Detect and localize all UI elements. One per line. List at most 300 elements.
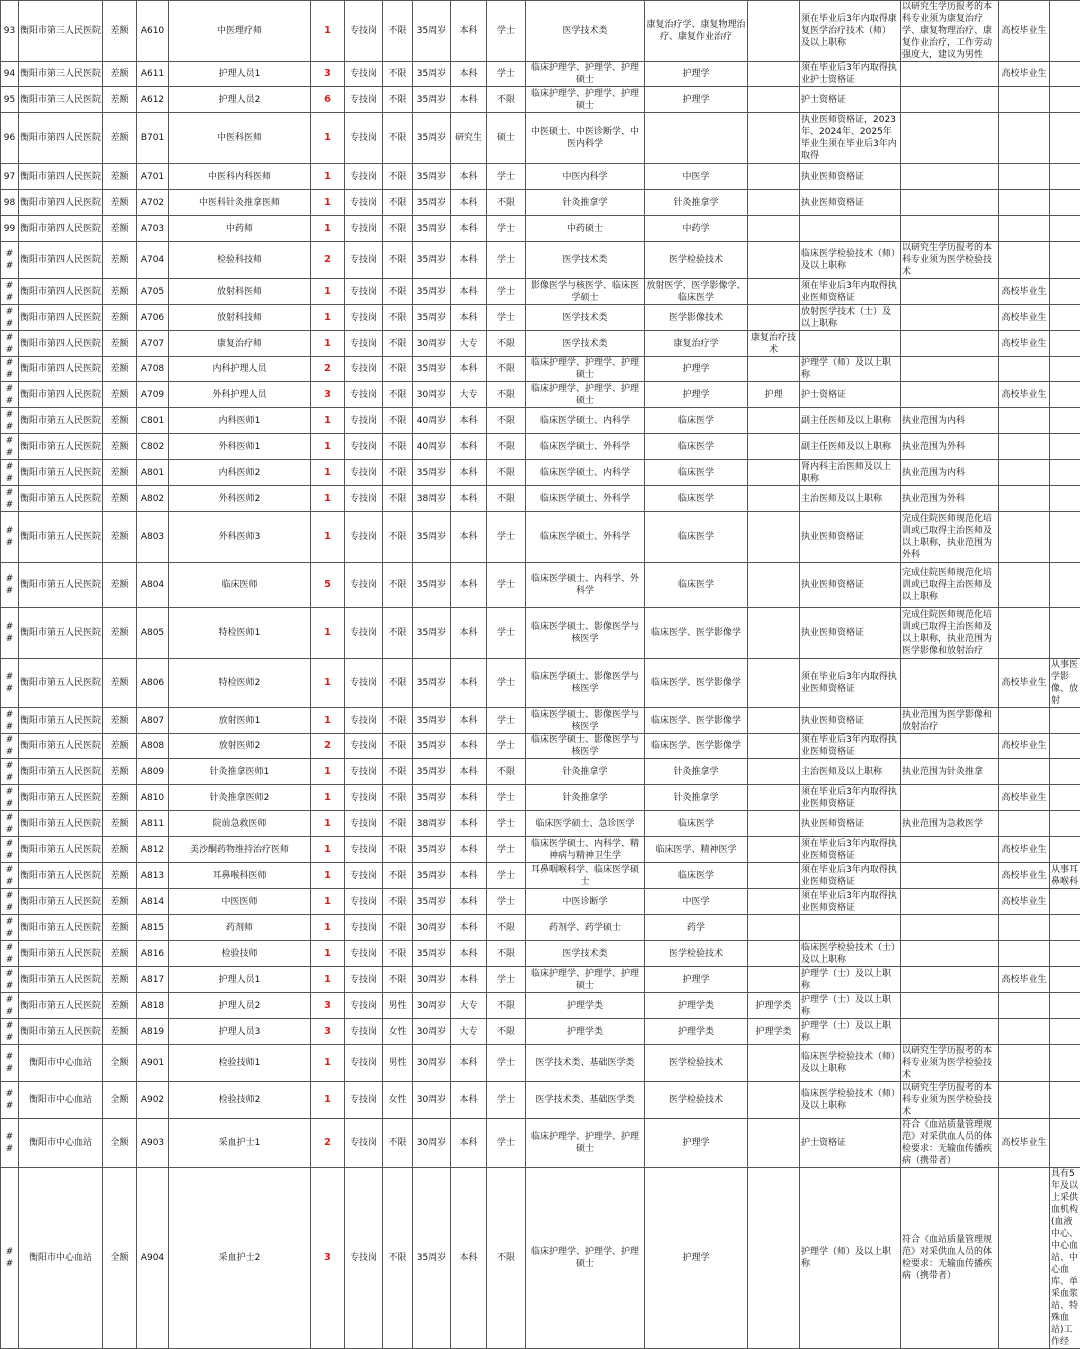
headcount-cell: 1: [311, 837, 345, 863]
gender-cell: 女性: [383, 1019, 413, 1045]
post-category-cell: 专技岗: [345, 87, 383, 113]
education-cell: 本科: [451, 486, 487, 512]
graduate-major-cell: 医学技术类: [526, 941, 645, 967]
target-group-cell: [999, 915, 1050, 941]
degree-cell: 不限: [487, 357, 526, 382]
post-title-cell: 内科护理人员: [169, 357, 311, 382]
gender-cell: 不限: [383, 512, 413, 563]
graduate-major-cell: 医学技术类: [526, 305, 645, 331]
target-group-cell: [999, 113, 1050, 164]
undergraduate-major-cell: 临床医学、医学影像学: [645, 708, 748, 734]
post-title-cell: 中医理疗师: [169, 1, 311, 62]
college-major-cell: [748, 460, 800, 486]
graduate-major-cell: 医学技术类: [526, 331, 645, 357]
post-title-cell: 外科护理人员: [169, 382, 311, 408]
college-major-cell: [748, 1168, 800, 1349]
employer-name-cell: 衡阳市第四人民医院: [19, 382, 103, 408]
post-title-cell: 临床医师: [169, 563, 311, 608]
gender-cell: 不限: [383, 190, 413, 216]
education-cell: 本科: [451, 87, 487, 113]
funding-type-cell: 差额: [103, 512, 137, 563]
post-code-cell: A610: [137, 1, 169, 62]
qualification-cell: 须在毕业后3年内取得执业医师资格证: [800, 863, 901, 889]
target-group-cell: 高校毕业生: [999, 382, 1050, 408]
other-requirements-cell: 符合《血站质量管理规范》对采供血人员的体检要求：无输血传播疾病（携带者）: [901, 1168, 999, 1349]
employer-name-cell: 衡阳市第五人民医院: [19, 967, 103, 993]
post-title-cell: 耳鼻喉科医师: [169, 863, 311, 889]
employer-name-cell: 衡阳市第四人民医院: [19, 113, 103, 164]
table-row: [1, 889, 1080, 915]
undergraduate-major-cell: 临床医学: [645, 563, 748, 608]
headcount-cell: 1: [311, 811, 345, 837]
post-code-cell: A802: [137, 486, 169, 512]
row-number-cell: ##: [1, 357, 19, 382]
qualification-cell: 须在毕业后3年内取得执业护士资格证: [800, 62, 901, 87]
graduate-major-cell: 临床医学硕士、外科学: [526, 512, 645, 563]
age-limit-cell: 35周岁: [413, 941, 451, 967]
graduate-major-cell: 临床护理学、护理学、护理硕士: [526, 1119, 645, 1168]
undergraduate-major-cell: 临床医学: [645, 434, 748, 460]
gender-cell: 男性: [383, 993, 413, 1019]
qualification-cell: 护士资格证: [800, 382, 901, 408]
remarks-cell: [1050, 785, 1080, 811]
table-row: [1, 216, 1080, 242]
row-number-cell: ##: [1, 734, 19, 759]
undergraduate-major-cell: 医学检验技术: [645, 1082, 748, 1119]
education-cell: 本科: [451, 62, 487, 87]
target-group-cell: [999, 242, 1050, 279]
age-limit-cell: 35周岁: [413, 1168, 451, 1349]
degree-cell: 不限: [487, 87, 526, 113]
row-number-cell: ##: [1, 512, 19, 563]
undergraduate-major-cell: 临床医学、精神医学: [645, 837, 748, 863]
college-major-cell: [748, 242, 800, 279]
age-limit-cell: 38周岁: [413, 811, 451, 837]
post-category-cell: 专技岗: [345, 1168, 383, 1349]
post-code-cell: A816: [137, 941, 169, 967]
college-major-cell: [748, 87, 800, 113]
funding-type-cell: 差额: [103, 87, 137, 113]
table-row: [1, 113, 1080, 164]
post-category-cell: 专技岗: [345, 164, 383, 190]
remarks-cell: [1050, 434, 1080, 460]
headcount-cell: 3: [311, 1168, 345, 1349]
gender-cell: 不限: [383, 242, 413, 279]
headcount-cell: 1: [311, 1045, 345, 1082]
degree-cell: 不限: [487, 993, 526, 1019]
post-title-cell: 中医科医师: [169, 113, 311, 164]
age-limit-cell: 30周岁: [413, 331, 451, 357]
gender-cell: 不限: [383, 941, 413, 967]
other-requirements-cell: 执业范围为针灸推拿: [901, 759, 999, 785]
college-major-cell: [748, 512, 800, 563]
post-code-cell: A705: [137, 279, 169, 305]
post-category-cell: 专技岗: [345, 1019, 383, 1045]
funding-type-cell: 差额: [103, 164, 137, 190]
table-row: [1, 331, 1080, 357]
undergraduate-major-cell: 护理学: [645, 62, 748, 87]
graduate-major-cell: 针灸推拿学: [526, 759, 645, 785]
qualification-cell: [800, 331, 901, 357]
post-code-cell: A702: [137, 190, 169, 216]
headcount-cell: 1: [311, 915, 345, 941]
post-title-cell: 特检医师2: [169, 659, 311, 708]
post-title-cell: 特检医师1: [169, 608, 311, 659]
table-row: [1, 708, 1080, 734]
graduate-major-cell: 针灸推拿学: [526, 785, 645, 811]
other-requirements-cell: 以研究生学历报考的本科专业须为医学检验技术: [901, 242, 999, 279]
gender-cell: 不限: [383, 331, 413, 357]
age-limit-cell: 30周岁: [413, 1045, 451, 1082]
headcount-cell: 1: [311, 434, 345, 460]
employer-name-cell: 衡阳市第五人民医院: [19, 1019, 103, 1045]
qualification-cell: 临床医学检验技术（师）及以上职称: [800, 1045, 901, 1082]
age-limit-cell: 35周岁: [413, 785, 451, 811]
college-major-cell: [748, 759, 800, 785]
other-requirements-cell: [901, 915, 999, 941]
undergraduate-major-cell: 中医学: [645, 164, 748, 190]
education-cell: 本科: [451, 708, 487, 734]
college-major-cell: [748, 1119, 800, 1168]
college-major-cell: 护理学类: [748, 993, 800, 1019]
education-cell: 本科: [451, 242, 487, 279]
target-group-cell: 高校毕业生: [999, 1, 1050, 62]
undergraduate-major-cell: 医学影像技术: [645, 305, 748, 331]
education-cell: 本科: [451, 164, 487, 190]
post-category-cell: 专技岗: [345, 408, 383, 434]
degree-cell: 不限: [487, 460, 526, 486]
employer-name-cell: 衡阳市第四人民医院: [19, 216, 103, 242]
age-limit-cell: 30周岁: [413, 382, 451, 408]
education-cell: 本科: [451, 811, 487, 837]
graduate-major-cell: 临床医学硕士、急诊医学: [526, 811, 645, 837]
post-category-cell: 专技岗: [345, 708, 383, 734]
degree-cell: 不限: [487, 190, 526, 216]
graduate-major-cell: 临床医学硕士、内科学: [526, 460, 645, 486]
degree-cell: 学士: [487, 608, 526, 659]
table-row: [1, 486, 1080, 512]
target-group-cell: 高校毕业生: [999, 62, 1050, 87]
degree-cell: 硕士: [487, 113, 526, 164]
gender-cell: 不限: [383, 708, 413, 734]
post-title-cell: 中医科针灸推拿医师: [169, 190, 311, 216]
remarks-cell: 从事医学影像、放射: [1050, 659, 1080, 708]
remarks-cell: [1050, 382, 1080, 408]
funding-type-cell: 差额: [103, 460, 137, 486]
funding-type-cell: 全额: [103, 1168, 137, 1349]
target-group-cell: [999, 190, 1050, 216]
post-code-cell: A814: [137, 889, 169, 915]
post-title-cell: 放射医师2: [169, 734, 311, 759]
graduate-major-cell: 临床医学硕士、外科学: [526, 486, 645, 512]
employer-name-cell: 衡阳市第五人民医院: [19, 915, 103, 941]
undergraduate-major-cell: 护理学类: [645, 993, 748, 1019]
target-group-cell: [999, 1019, 1050, 1045]
target-group-cell: 高校毕业生: [999, 279, 1050, 305]
target-group-cell: 高校毕业生: [999, 837, 1050, 863]
gender-cell: 不限: [383, 1119, 413, 1168]
post-category-cell: 专技岗: [345, 734, 383, 759]
other-requirements-cell: 执业范围为急救医学: [901, 811, 999, 837]
qualification-cell: 护士资格证: [800, 87, 901, 113]
degree-cell: 不限: [487, 915, 526, 941]
table-row: [1, 993, 1080, 1019]
headcount-cell: 1: [311, 164, 345, 190]
other-requirements-cell: [901, 993, 999, 1019]
education-cell: 大专: [451, 331, 487, 357]
graduate-major-cell: 中药硕士: [526, 216, 645, 242]
college-major-cell: [748, 967, 800, 993]
row-number-cell: 97: [1, 164, 19, 190]
employer-name-cell: 衡阳市第四人民医院: [19, 305, 103, 331]
graduate-major-cell: 针灸推拿学: [526, 190, 645, 216]
graduate-major-cell: 临床护理学、护理学、护理硕士: [526, 1168, 645, 1349]
undergraduate-major-cell: 护理学: [645, 357, 748, 382]
funding-type-cell: 差额: [103, 242, 137, 279]
table-row: [1, 62, 1080, 87]
headcount-cell: 6: [311, 87, 345, 113]
row-number-cell: ##: [1, 941, 19, 967]
college-major-cell: [748, 659, 800, 708]
post-title-cell: 采血护士1: [169, 1119, 311, 1168]
employer-name-cell: 衡阳市第三人民医院: [19, 62, 103, 87]
gender-cell: 男性: [383, 1045, 413, 1082]
college-major-cell: [748, 837, 800, 863]
qualification-cell: 执业医师资格证: [800, 164, 901, 190]
graduate-major-cell: 临床护理学、护理学、护理硕士: [526, 62, 645, 87]
funding-type-cell: 差额: [103, 113, 137, 164]
table-row: [1, 563, 1080, 608]
remarks-cell: [1050, 164, 1080, 190]
age-limit-cell: 35周岁: [413, 357, 451, 382]
target-group-cell: [999, 87, 1050, 113]
table-row: [1, 659, 1080, 708]
employer-name-cell: 衡阳市中心血站: [19, 1082, 103, 1119]
college-major-cell: [748, 164, 800, 190]
qualification-cell: 临床医学检验技术（师）及以上职称: [800, 242, 901, 279]
headcount-cell: 2: [311, 734, 345, 759]
degree-cell: 学士: [487, 1045, 526, 1082]
row-number-cell: 98: [1, 190, 19, 216]
degree-cell: 学士: [487, 512, 526, 563]
college-major-cell: [748, 408, 800, 434]
funding-type-cell: 差额: [103, 305, 137, 331]
table-row: [1, 87, 1080, 113]
post-category-cell: 专技岗: [345, 1119, 383, 1168]
undergraduate-major-cell: [645, 113, 748, 164]
qualification-cell: 执业医师资格证: [800, 811, 901, 837]
post-category-cell: 专技岗: [345, 305, 383, 331]
college-major-cell: [748, 889, 800, 915]
post-category-cell: 专技岗: [345, 915, 383, 941]
funding-type-cell: 差额: [103, 708, 137, 734]
college-major-cell: 护理: [748, 382, 800, 408]
undergraduate-major-cell: 针灸推拿学: [645, 759, 748, 785]
post-category-cell: 专技岗: [345, 608, 383, 659]
headcount-cell: 1: [311, 331, 345, 357]
college-major-cell: [748, 62, 800, 87]
target-group-cell: [999, 460, 1050, 486]
gender-cell: 不限: [383, 889, 413, 915]
education-cell: 本科: [451, 408, 487, 434]
qualification-cell: 临床医学检验技术（师）及以上职称: [800, 1082, 901, 1119]
target-group-cell: 高校毕业生: [999, 734, 1050, 759]
college-major-cell: [748, 863, 800, 889]
table-row: [1, 1045, 1080, 1082]
row-number-cell: ##: [1, 837, 19, 863]
funding-type-cell: 差额: [103, 1019, 137, 1045]
post-category-cell: 专技岗: [345, 512, 383, 563]
employer-name-cell: 衡阳市第五人民医院: [19, 941, 103, 967]
target-group-cell: [999, 759, 1050, 785]
post-title-cell: 中医科内科医师: [169, 164, 311, 190]
target-group-cell: 高校毕业生: [999, 305, 1050, 331]
other-requirements-cell: [901, 87, 999, 113]
post-title-cell: 内科医师2: [169, 460, 311, 486]
college-major-cell: [748, 563, 800, 608]
education-cell: 本科: [451, 889, 487, 915]
graduate-major-cell: 临床护理学、护理学、护理硕士: [526, 382, 645, 408]
table-row: [1, 785, 1080, 811]
row-number-cell: ##: [1, 305, 19, 331]
gender-cell: 不限: [383, 863, 413, 889]
education-cell: 大专: [451, 1019, 487, 1045]
post-code-cell: A810: [137, 785, 169, 811]
post-category-cell: 专技岗: [345, 460, 383, 486]
gender-cell: 不限: [383, 216, 413, 242]
degree-cell: 不限: [487, 941, 526, 967]
graduate-major-cell: 临床医学硕士、影像医学与核医学: [526, 659, 645, 708]
employer-name-cell: 衡阳市第五人民医院: [19, 486, 103, 512]
other-requirements-cell: 完成住院医师规范化培训或已取得主治医师及以上职称: [901, 563, 999, 608]
table-row: [1, 242, 1080, 279]
funding-type-cell: 差额: [103, 993, 137, 1019]
qualification-cell: [800, 915, 901, 941]
headcount-cell: 2: [311, 242, 345, 279]
funding-type-cell: 差额: [103, 434, 137, 460]
graduate-major-cell: 护理学类: [526, 1019, 645, 1045]
education-cell: 本科: [451, 190, 487, 216]
row-number-cell: ##: [1, 993, 19, 1019]
undergraduate-major-cell: 中医学: [645, 889, 748, 915]
degree-cell: 不限: [487, 382, 526, 408]
funding-type-cell: 差额: [103, 331, 137, 357]
undergraduate-major-cell: 临床医学: [645, 512, 748, 563]
funding-type-cell: 差额: [103, 889, 137, 915]
headcount-cell: 1: [311, 759, 345, 785]
undergraduate-major-cell: 护理学: [645, 87, 748, 113]
row-number-cell: ##: [1, 460, 19, 486]
funding-type-cell: 差额: [103, 837, 137, 863]
post-code-cell: A704: [137, 242, 169, 279]
age-limit-cell: 35周岁: [413, 190, 451, 216]
college-major-cell: [748, 708, 800, 734]
education-cell: 本科: [451, 1119, 487, 1168]
age-limit-cell: 35周岁: [413, 708, 451, 734]
other-requirements-cell: [901, 941, 999, 967]
row-number-cell: ##: [1, 889, 19, 915]
education-cell: 大专: [451, 993, 487, 1019]
graduate-major-cell: 临床护理学、护理学、护理硕士: [526, 87, 645, 113]
qualification-cell: 须在毕业后3年内取得执业医师资格证: [800, 837, 901, 863]
table-row: [1, 279, 1080, 305]
employer-name-cell: 衡阳市第四人民医院: [19, 357, 103, 382]
headcount-cell: 1: [311, 863, 345, 889]
qualification-cell: 肾内科主治医师及以上职称: [800, 460, 901, 486]
qualification-cell: 执业医师资格证，2023年、2024年、2025年毕业生须在毕业后3年内取得: [800, 113, 901, 164]
funding-type-cell: 差额: [103, 357, 137, 382]
remarks-cell: [1050, 113, 1080, 164]
gender-cell: 不限: [383, 382, 413, 408]
post-title-cell: 放射医师1: [169, 708, 311, 734]
college-major-cell: [748, 734, 800, 759]
post-code-cell: A703: [137, 216, 169, 242]
age-limit-cell: 35周岁: [413, 62, 451, 87]
post-title-cell: 中药师: [169, 216, 311, 242]
post-category-cell: 专技岗: [345, 785, 383, 811]
remarks-cell: [1050, 242, 1080, 279]
post-code-cell: A817: [137, 967, 169, 993]
degree-cell: 学士: [487, 242, 526, 279]
target-group-cell: 高校毕业生: [999, 967, 1050, 993]
college-major-cell: 康复治疗技术: [748, 331, 800, 357]
remarks-cell: [1050, 759, 1080, 785]
post-code-cell: A801: [137, 460, 169, 486]
post-code-cell: C801: [137, 408, 169, 434]
remarks-cell: [1050, 993, 1080, 1019]
qualification-cell: 执业医师资格证: [800, 512, 901, 563]
row-number-cell: 95: [1, 87, 19, 113]
undergraduate-major-cell: 药学: [645, 915, 748, 941]
gender-cell: 不限: [383, 1, 413, 62]
table-body: [1, 1, 1080, 1349]
other-requirements-cell: [901, 837, 999, 863]
graduate-major-cell: 临床医学硕士、影像医学与核医学: [526, 708, 645, 734]
post-code-cell: A807: [137, 708, 169, 734]
graduate-major-cell: 临床医学硕士、影像医学与核医学: [526, 608, 645, 659]
post-category-cell: 专技岗: [345, 279, 383, 305]
target-group-cell: [999, 434, 1050, 460]
row-number-cell: ##: [1, 242, 19, 279]
degree-cell: 学士: [487, 563, 526, 608]
row-number-cell: ##: [1, 759, 19, 785]
age-limit-cell: 30周岁: [413, 1119, 451, 1168]
table-row: [1, 811, 1080, 837]
post-code-cell: A904: [137, 1168, 169, 1349]
degree-cell: 学士: [487, 785, 526, 811]
headcount-cell: 1: [311, 659, 345, 708]
target-group-cell: [999, 1082, 1050, 1119]
post-title-cell: 外科医师2: [169, 486, 311, 512]
age-limit-cell: 35周岁: [413, 305, 451, 331]
age-limit-cell: 35周岁: [413, 87, 451, 113]
gender-cell: 不限: [383, 460, 413, 486]
table-row: [1, 1168, 1080, 1349]
qualification-cell: 须在毕业后3年内取得执业医师资格证: [800, 279, 901, 305]
undergraduate-major-cell: 放射医学、医学影像学、临床医学: [645, 279, 748, 305]
age-limit-cell: 35周岁: [413, 863, 451, 889]
post-category-cell: 专技岗: [345, 357, 383, 382]
undergraduate-major-cell: 中药学: [645, 216, 748, 242]
education-cell: 研究生: [451, 113, 487, 164]
college-major-cell: [748, 1082, 800, 1119]
post-title-cell: 外科医师3: [169, 512, 311, 563]
remarks-cell: [1050, 1019, 1080, 1045]
post-code-cell: A808: [137, 734, 169, 759]
undergraduate-major-cell: 护理学: [645, 967, 748, 993]
row-number-cell: ##: [1, 279, 19, 305]
undergraduate-major-cell: 临床医学、医学影像学: [645, 608, 748, 659]
